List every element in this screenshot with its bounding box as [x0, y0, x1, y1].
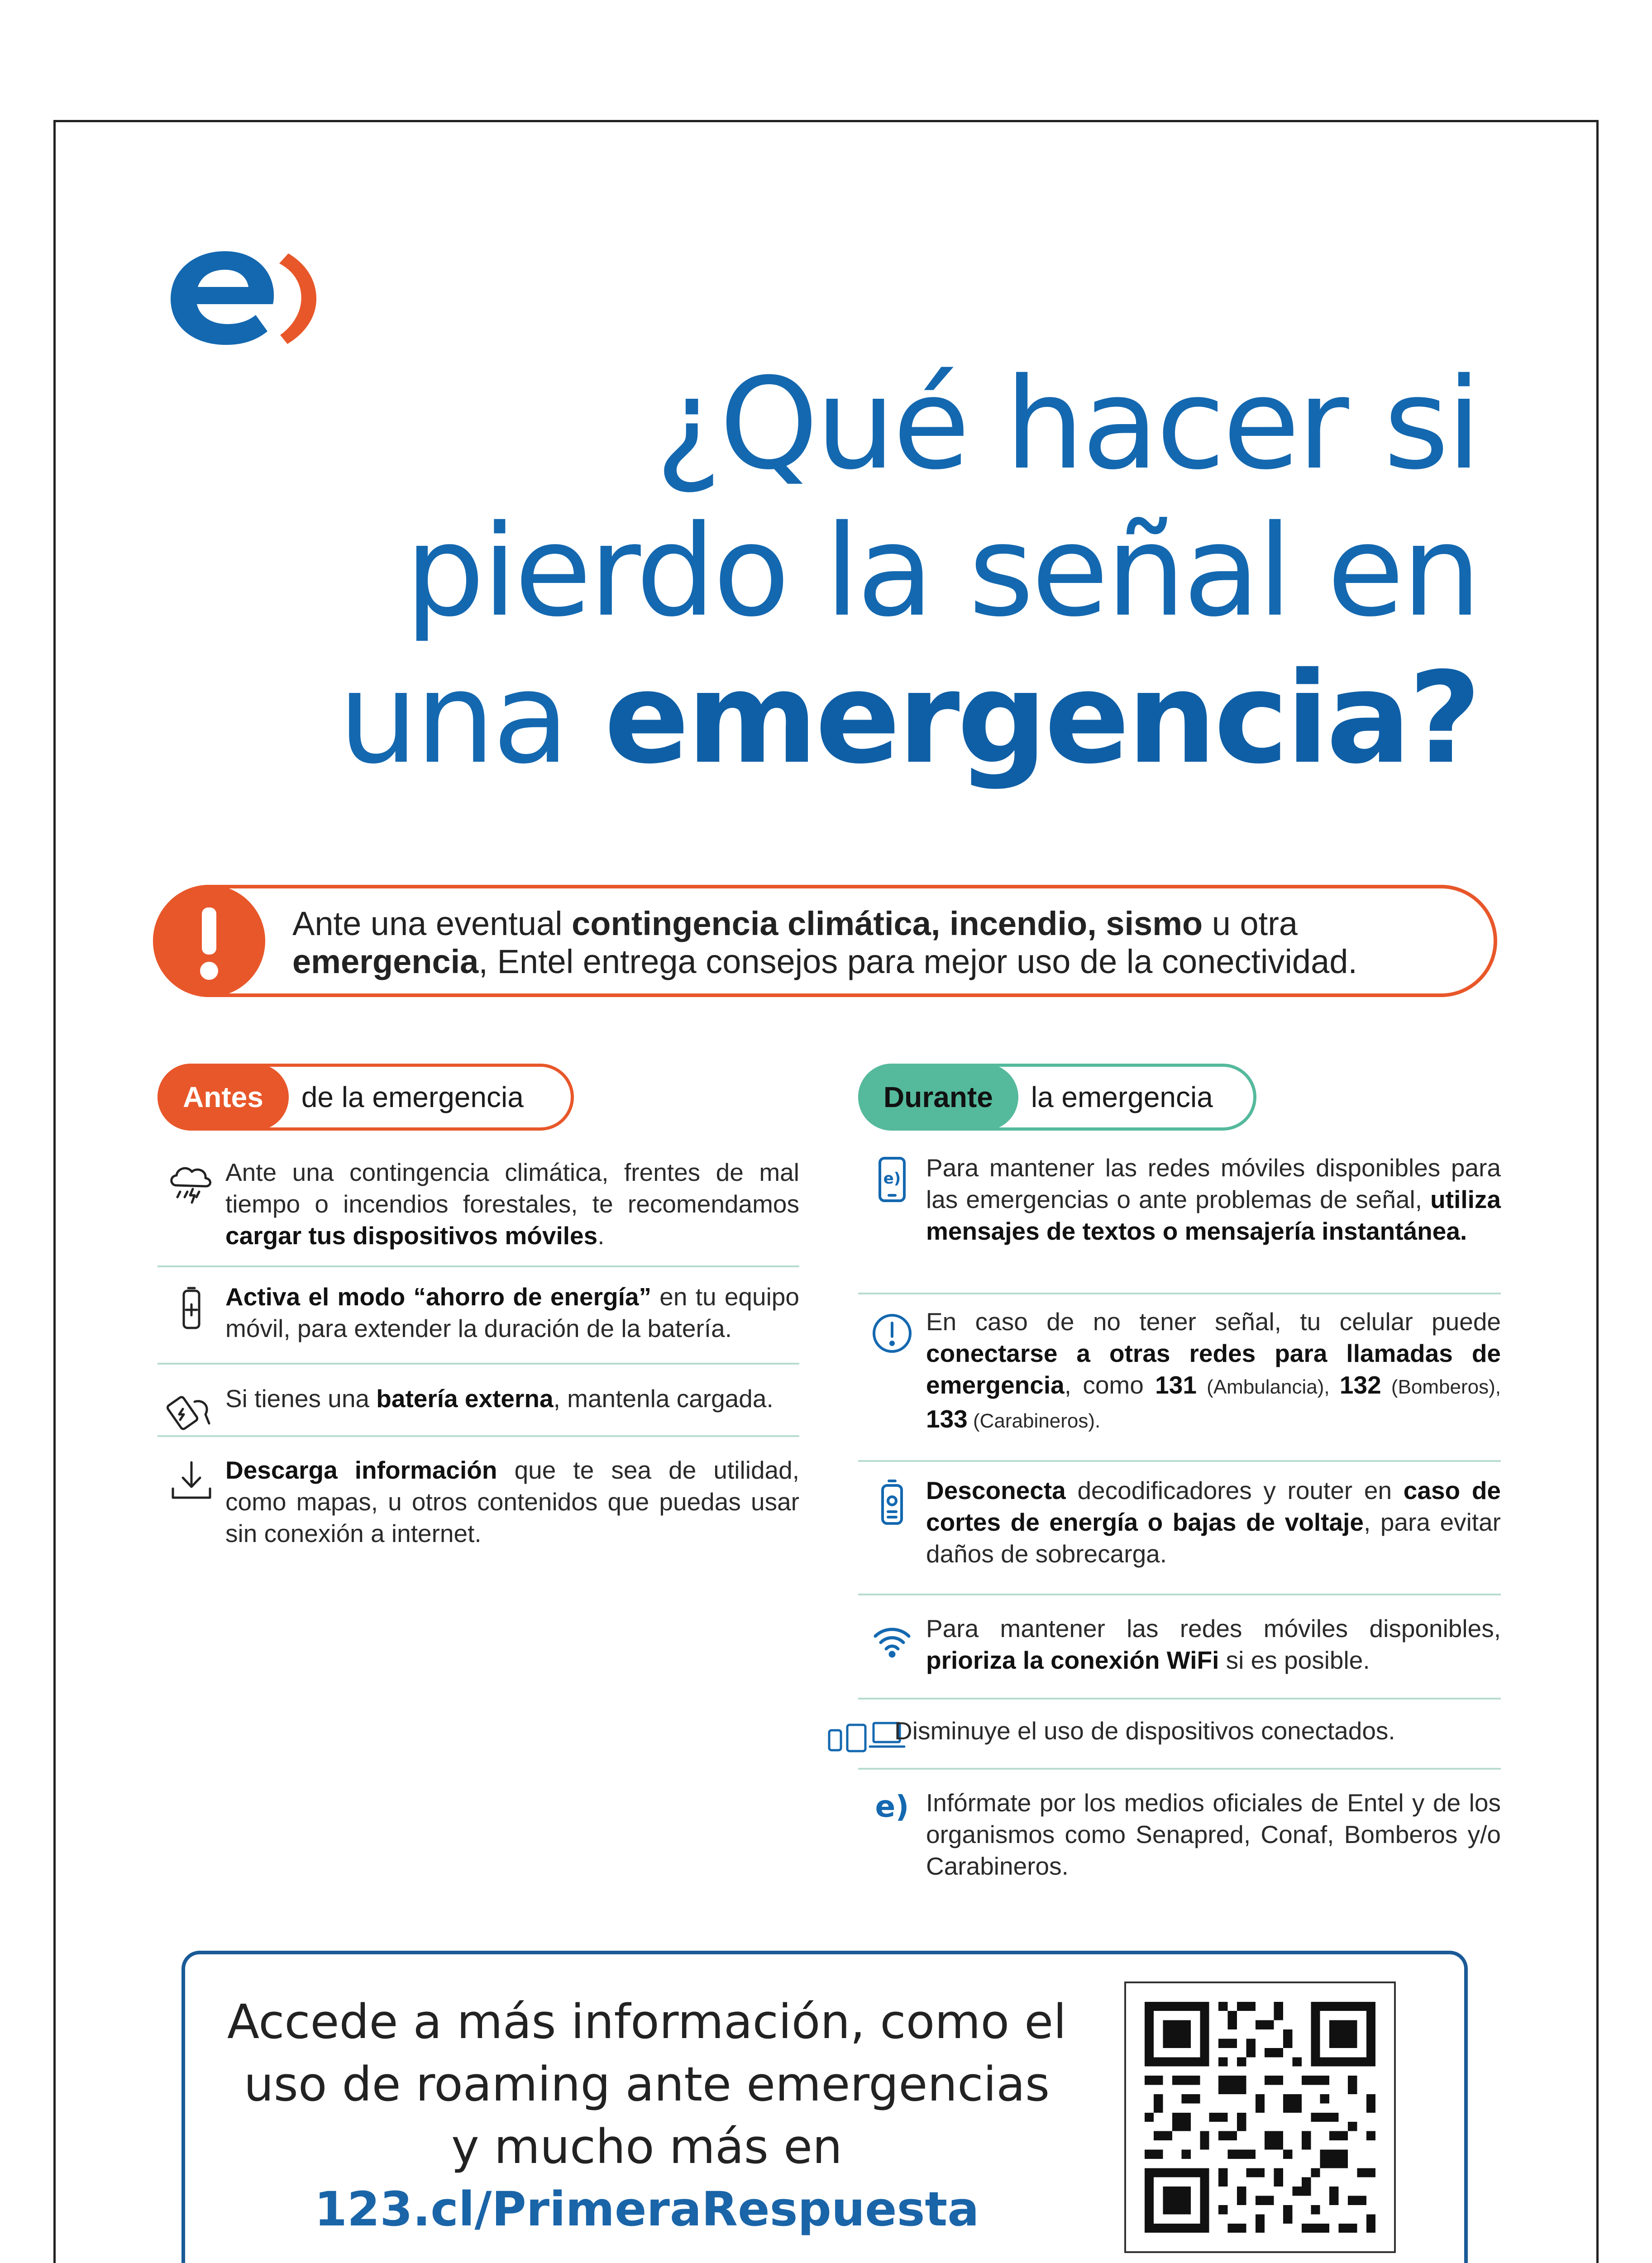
- antes-tag: Antes: [158, 1064, 289, 1131]
- download-icon: [158, 1454, 225, 1507]
- durante-subtitle: la emergencia: [1031, 1081, 1213, 1113]
- list-item: Descarga información que te sea de utilidad, como mapas, u otros contenidos que puedas usar sin conexión a internet.: [158, 1437, 799, 1555]
- list-item: En caso de no tener señal, tu celular puede conectarse a otras redes para llamadas de emergencia, como 131 (Ambulancia), 132 (Bomberos), 133 (Carabineros).: [858, 1294, 1501, 1462]
- router-icon: [858, 1475, 926, 1527]
- list-item: Activa el modo “ahorro de energía” en tu equipo móvil, para extender la duración de la batería.: [158, 1267, 799, 1365]
- qr-code[interactable]: [1124, 1981, 1396, 2253]
- headline-line-3: una emergencia?: [338, 645, 1479, 792]
- svg-text:e): e): [875, 1790, 909, 1824]
- durante-tag: Durante: [858, 1064, 1018, 1131]
- alert-banner: [153, 885, 1497, 997]
- entel-icon: [858, 1787, 926, 1826]
- entel-logo: [161, 226, 324, 358]
- power-bank-icon: [158, 1383, 225, 1435]
- info-box: [181, 1951, 1468, 2263]
- exclamation-icon: [153, 885, 265, 997]
- list-item: Ante una contingencia climática, frentes de mal tiempo o incendios forestales, te recomendamos cargar tus dispositivos móviles.: [158, 1156, 799, 1267]
- antes-list: [158, 1156, 799, 1555]
- battery-saver-icon: [158, 1281, 225, 1333]
- info-url-link[interactable]: 123.cl/PrimeraRespuesta: [314, 2182, 979, 2237]
- list-item: Disminuye el uso de dispositivos conectados.: [858, 1700, 1501, 1770]
- list-item: e) Para mantener las redes móviles disponibles para las emergencias o ante problemas de señal, utiliza mensajes de textos o mensajería instantánea.: [858, 1143, 1501, 1294]
- storm-cloud-icon: [158, 1156, 225, 1209]
- svg-text:e): e): [883, 1170, 901, 1188]
- poster-frame: [53, 120, 1599, 2263]
- phone-message-icon: [858, 1152, 926, 1204]
- list-item: e) Infórmate por los medios oficiales de Entel y de los organismos como Senapred, Conaf, Bomberos y/o Carabineros.: [858, 1770, 1501, 1887]
- list-item: Desconecta decodificadores y router en caso de cortes de energía o bajas de voltaje, para evitar daños de sobrecarga.: [858, 1462, 1501, 1595]
- list-item: Si tienes una batería externa, mantenla cargada.: [158, 1365, 799, 1437]
- antes-section-header: [158, 1064, 574, 1131]
- alert-circle-icon: [858, 1306, 926, 1358]
- info-text: Accede a más información, como el uso de roaming ante emergencias y mucho más en 123.cl/PrimeraRespuesta: [221, 1991, 1072, 2240]
- wifi-icon: [858, 1613, 926, 1665]
- antes-subtitle: de la emergencia: [301, 1081, 524, 1113]
- alert-text: Ante una eventual contingencia climática, incendio, sismo u otra emergencia, Entel entrega consejos para mejor uso de la conectividad.: [292, 905, 1357, 980]
- headline: [257, 351, 1479, 792]
- durante-section-header: [858, 1064, 1256, 1131]
- list-item: Para mantener las redes móviles disponibles, prioriza la conexión WiFi si es posible.: [858, 1595, 1501, 1700]
- headline-line-1: ¿Qué hacer si: [655, 351, 1479, 497]
- durante-list: [858, 1143, 1501, 1887]
- headline-line-2: pierdo la señal en: [405, 498, 1479, 645]
- headline-emphasis: emergencia?: [604, 645, 1479, 792]
